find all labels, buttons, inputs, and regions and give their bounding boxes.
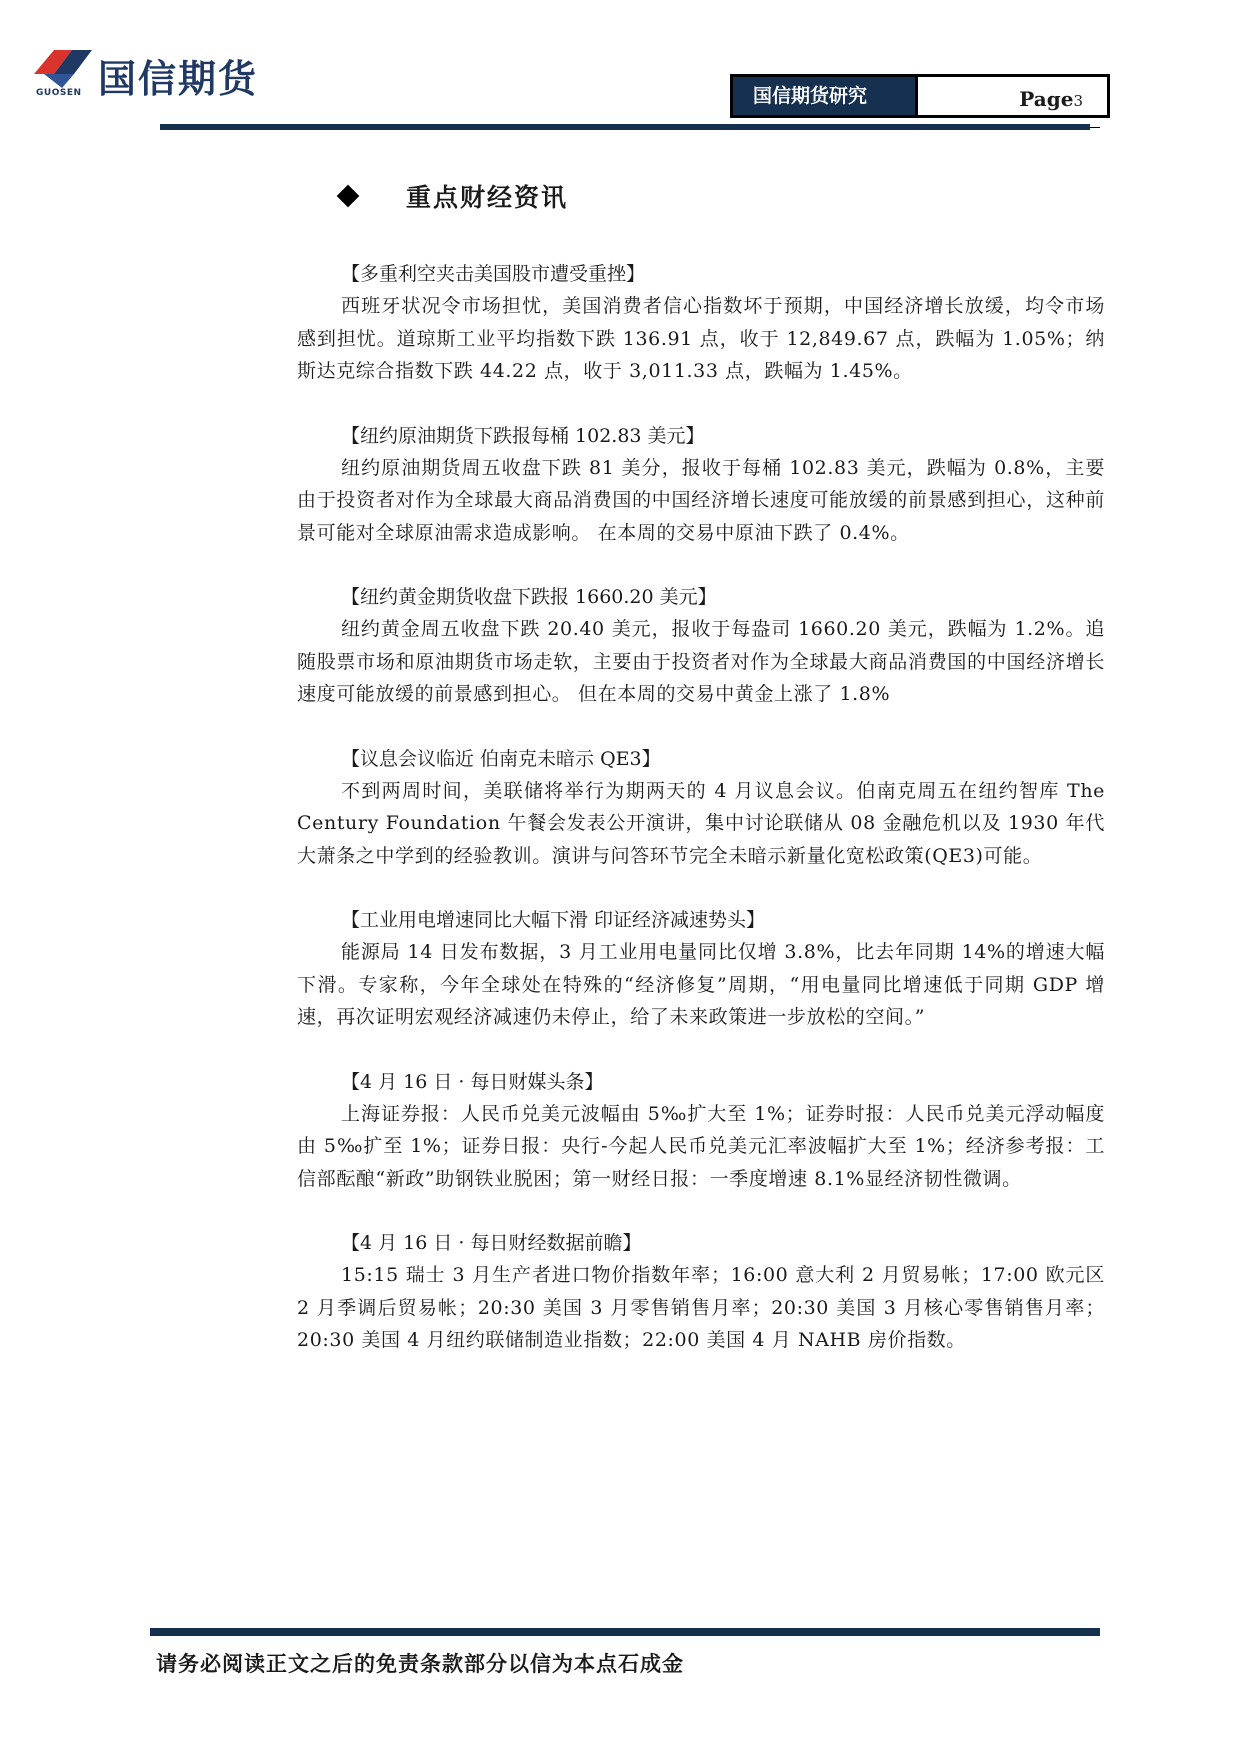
- news-item: [297, 258, 1105, 388]
- diamond-bullet-icon: [337, 185, 360, 208]
- news-item: [297, 904, 1105, 1034]
- news-item: [297, 1227, 1105, 1357]
- news-body: 上海证券报：人民币兑美元波幅由 5‰扩大至 1%；证券时报：人民币兑美元浮动幅度由 5‰扩至 1%；证券日报：央行-今起人民币兑美元汇率波幅扩大至 1%；经济参考报：工信部酝酿“新政”助钢铁业脱困；第一财经日报：一季度增速 8.1%显经济韧性微调。: [297, 1102, 1105, 1190]
- research-label: 国信期货研究: [733, 77, 918, 115]
- news-title: 【4 月 16 日 · 每日财经数据前瞻】: [341, 1232, 642, 1254]
- news-title: 【4 月 16 日 · 每日财媒头条】: [341, 1070, 604, 1093]
- page-indicator: [918, 77, 1107, 115]
- news-title: 【纽约黄金期货收盘下跌报 1660.20 美元】: [341, 586, 717, 608]
- news-body: 15:15 瑞士 3 月生产者进口物价指数年率；16:00 意大利 2 月贸易帐；17:00 欧元区 2 月季调后贸易帐；20:30 美国 3 月零售销售月率；20:30 美国 3 月核心零售销售月率；20:30 美国 4 月纽约联储制造业指数；22:00 美国 4 月 NAHB 房价指数。: [297, 1264, 1105, 1351]
- footer-divider: [150, 1628, 1100, 1636]
- news-item: [297, 1066, 1105, 1196]
- news-body: 能源局 14 日发布数据，3 月工业用电量同比仅增 3.8%，比去年同期 14%的增速大幅下滑。专家称，今年全球处在特殊的“经济修复”周期，“用电量同比增速低于同期 GDP 增速，再次证明宏观经济减速仍未停止，给了未来政策进一步放松的空间。”: [297, 941, 1105, 1028]
- header-divider: [160, 124, 1090, 130]
- news-title: 【议息会议临近 伯南克未暗示 QE3】: [341, 747, 661, 770]
- news-list: [297, 258, 1105, 1389]
- news-body: 西班牙状况令市场担忧，美国消费者信心指数坏于预期，中国经济增长放缓，均令市场感到担忧。道琼斯工业平均指数下跌 136.91 点，收于 12,849.67 点，跌幅为 1.05%；纳斯达克综合指数下跌 44.22 点，收于 3,011.33 点，跌幅为 1.45%。: [297, 295, 1105, 382]
- section-title: 重点财经资讯: [406, 183, 569, 212]
- news-title: 【纽约原油期货下跌报每桶 102.83 美元】: [341, 424, 705, 447]
- news-body: 不到两周时间，美联储将举行为期两天的 4 月议息会议。伯南克周五在纽约智库 The Century Foundation 午餐会发表公开演讲，集中讨论联储从 08 金融危机以及 1930 年代大萧条之中学到的经验教训。演讲与问答环节完全未暗示新量化宽松政策(QE3)可能。: [297, 779, 1105, 867]
- page-number: 3: [1073, 92, 1083, 110]
- logo-subtitle: GUOSEN: [36, 88, 82, 98]
- section-heading: [340, 178, 568, 214]
- header-box: [730, 74, 1110, 118]
- news-title: 【工业用电增速同比大幅下滑 印证经济减速势头】: [341, 909, 766, 931]
- news-body: 纽约原油期货周五收盘下跌 81 美分，报收于每桶 102.83 美元，跌幅为 0.8%，主要由于投资者对作为全球最大商品消费国的中国经济增长速度可能放缓的前景感到担心，这种前景可能对全球原油需求造成影响。 在本周的交易中原油下跌了 0.4%。: [297, 456, 1105, 544]
- company-logo: [32, 44, 322, 104]
- page-label: Page: [1019, 87, 1074, 111]
- news-item: [297, 420, 1105, 550]
- news-item: [297, 743, 1105, 873]
- header-divider-tick: [1090, 127, 1100, 128]
- news-title: 【多重利空夹击美国股市遭受重挫】: [341, 263, 646, 285]
- news-item: [297, 581, 1105, 711]
- footer-disclaimer: 请务必阅读正文之后的免责条款部分以信为本点石成金: [156, 1651, 684, 1676]
- logo-name: 国信期货: [98, 57, 259, 101]
- news-body: 纽约黄金周五收盘下跌 20.40 美元，报收于每盎司 1660.20 美元，跌幅为 1.2%。追随股票市场和原油期货市场走软，主要由于投资者对作为全球最大商品消费国的中国经济增长速度可能放缓的前景感到担心。 但在本周的交易中黄金上涨了 1.8%: [297, 618, 1105, 705]
